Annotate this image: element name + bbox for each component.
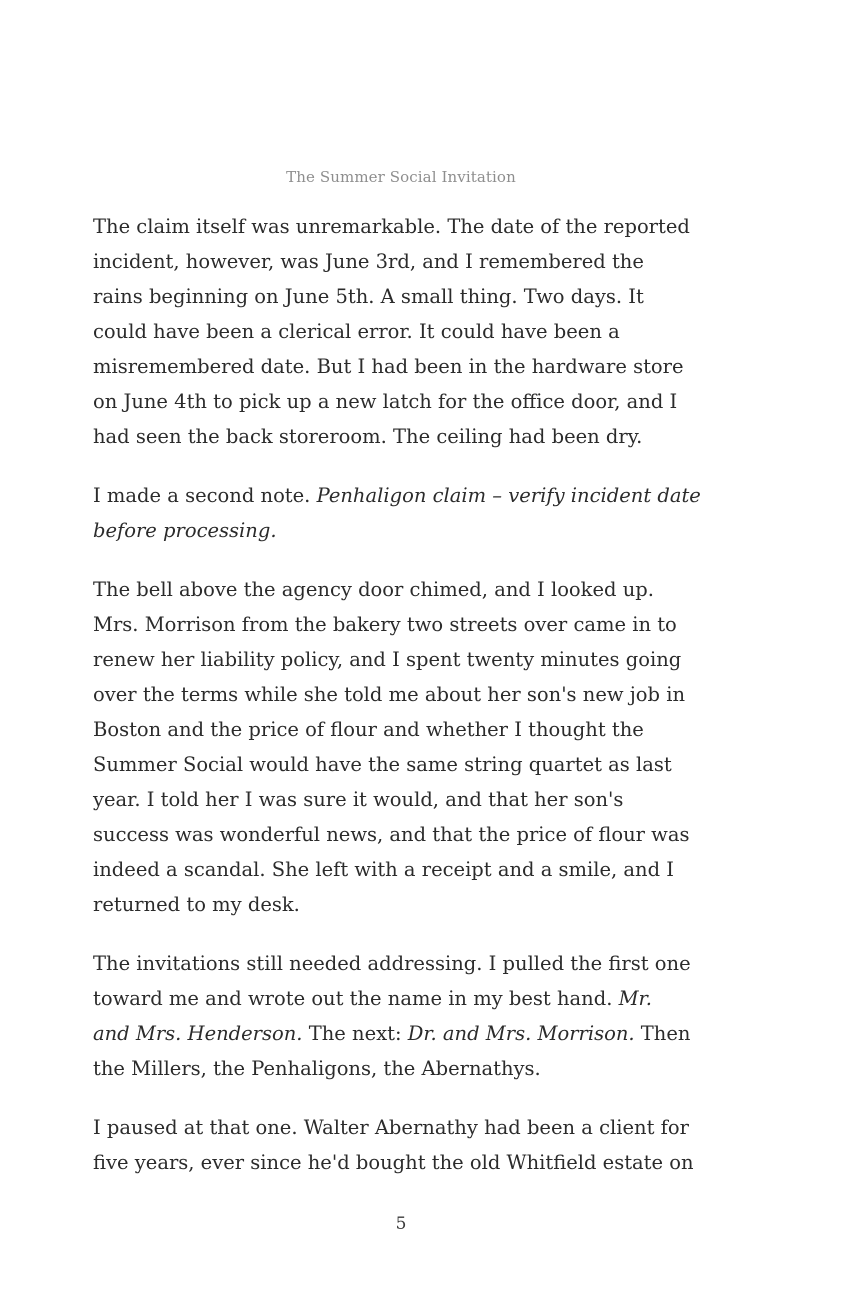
text-line: The invitations still needed addressing. I pulled the first one [93,952,691,975]
italic-name: Dr. and Mrs. Morrison. [407,1022,635,1045]
text-line: success was wonderful news, and that the price of flour was [93,823,690,846]
paragraph-claim [93,209,713,454]
paragraph-mrs-morrison [93,572,713,922]
text-line [93,513,713,548]
text-line: renew her liability policy, and I spent twenty minutes going [93,648,682,671]
italic-name: Mr. [618,987,652,1010]
text-line [93,981,713,1016]
text-line: Mrs. Morrison from the bakery two streets over came in to [93,613,677,636]
text-line: on June 4th to pick up a new latch for the office door, and I [93,390,678,413]
running-header: The Summer Social Invitation [286,168,516,186]
page-number: 5 [395,1214,407,1234]
italic-name: and Mrs. Henderson. [93,1022,303,1045]
italic-note: Penhaligon claim – verify incident date [316,484,701,507]
text-line: rains beginning on June 5th. A small thing. Two days. It [93,285,644,308]
text-line: Boston and the price of flour and whether I thought the [93,718,644,741]
italic-note: before processing. [93,519,277,542]
text-line: year. I told her I was sure it would, and that her son's [93,788,624,811]
text-run: Then [634,1022,691,1045]
text-run: I made a second note. [93,484,317,507]
text-run: The next: [302,1022,408,1045]
paragraph-second-note [93,478,713,548]
text-line: Summer Social would have the same string quartet as last [93,753,672,776]
paragraph-abernathy [93,1110,713,1180]
text-line: returned to my desk. [93,893,300,916]
paragraph-invitations [93,946,713,1086]
text-line: The bell above the agency door chimed, and I looked up. [93,578,654,601]
text-run: toward me and wrote out the name in my best hand. [93,987,619,1010]
text-line: incident, however, was June 3rd, and I remembered the [93,250,644,273]
text-line: the Millers, the Penhaligons, the Abernathys. [93,1057,541,1080]
text-line: could have been a clerical error. It could have been a [93,320,620,343]
text-line [93,1016,713,1051]
text-line: The claim itself was unremarkable. The date of the reported [93,215,690,238]
text-line: over the terms while she told me about her son's new job in [93,683,686,706]
text-line [93,478,713,513]
text-line: indeed a scandal. She left with a receipt and a smile, and I [93,858,674,881]
body-text [93,209,713,1204]
text-line: misremembered date. But I had been in the hardware store [93,355,684,378]
text-line: had seen the back storeroom. The ceiling had been dry. [93,425,643,448]
text-line: five years, ever since he'd bought the old Whitfield estate on [93,1151,694,1174]
text-line: I paused at that one. Walter Abernathy had been a client for [93,1116,689,1139]
